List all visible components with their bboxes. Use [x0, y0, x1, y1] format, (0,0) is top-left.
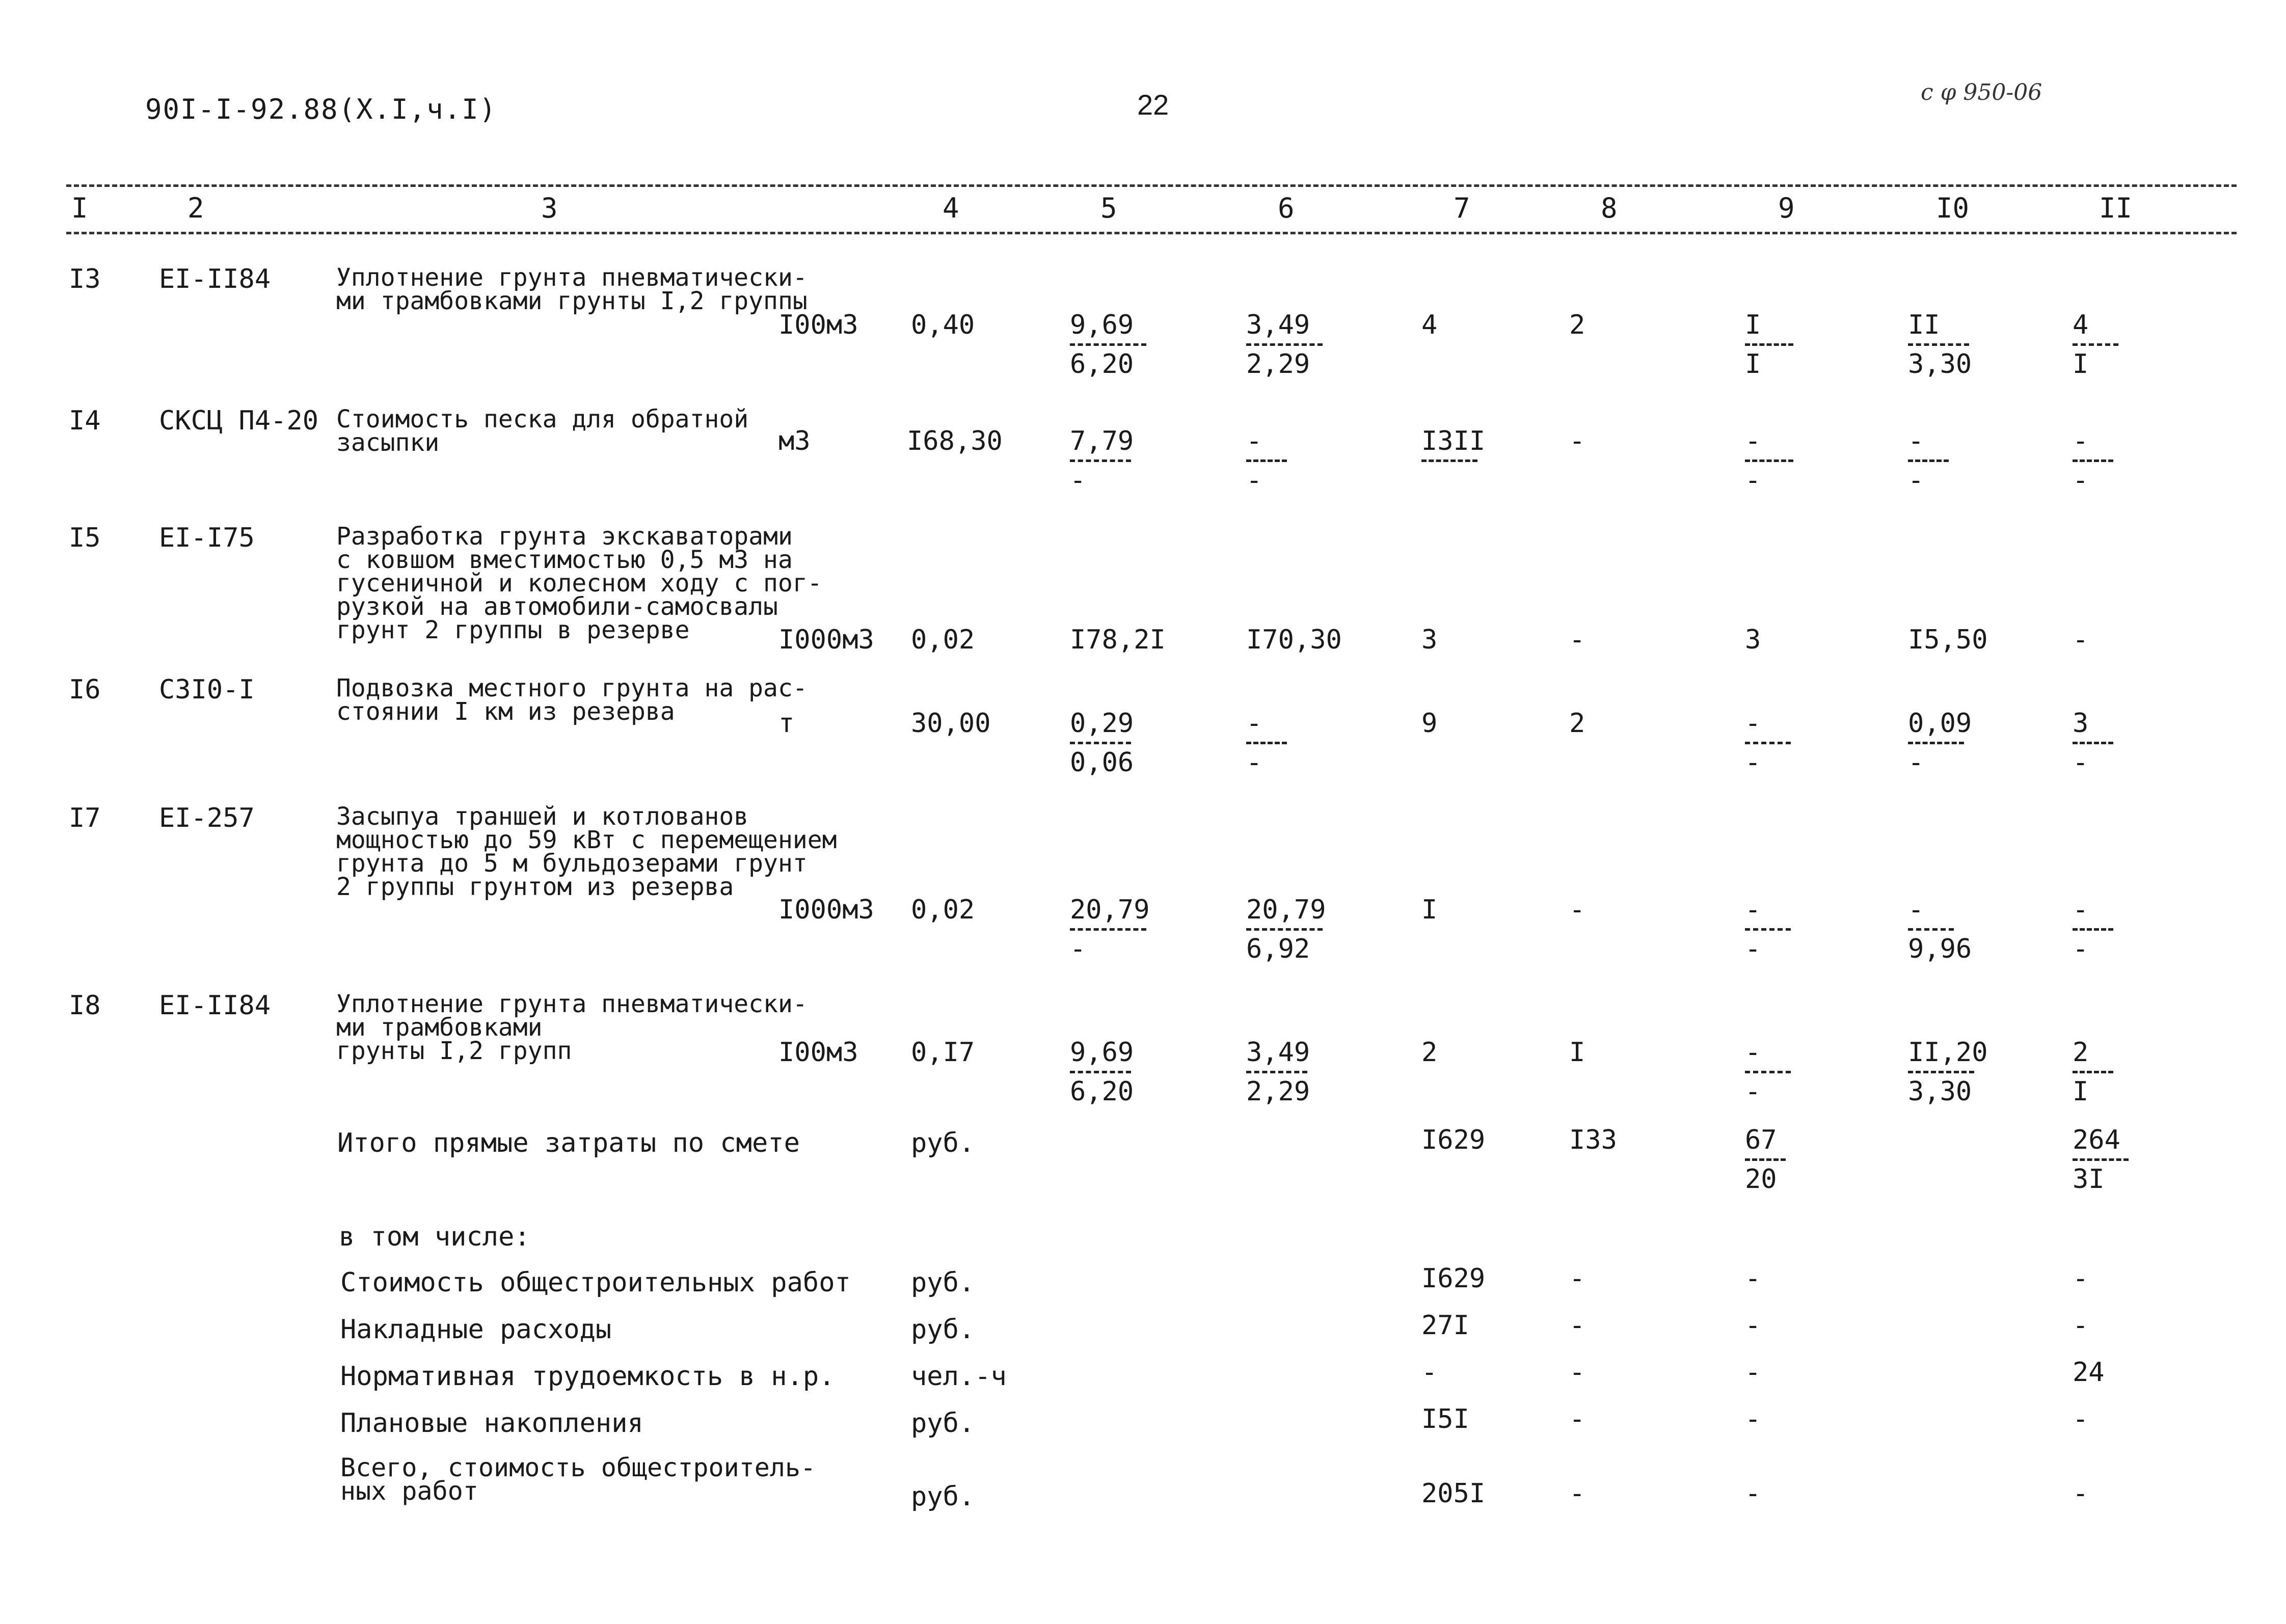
summary-col9: - [1745, 1357, 1761, 1388]
summary-col7: - [1421, 1357, 1438, 1388]
row-col10: 0,09 - [1908, 708, 1972, 778]
row-description: Уплотнение грунта пневматически- ми трамбовками грунты I,2 группы [336, 263, 808, 315]
row-number: I4 [69, 405, 101, 436]
summary-label: Всего, стоимость общестроитель- ных работ [340, 1453, 816, 1506]
row-col5: I78,2I [1070, 625, 1166, 655]
row-code: C3I0-I [159, 674, 255, 705]
summary-col9: - [1745, 1478, 1761, 1509]
summary-col11: - [2073, 1263, 2089, 1294]
row-quantity: 30,00 [911, 708, 991, 739]
row-col10: II 3,30 [1908, 310, 1972, 380]
row-col8: - [1569, 625, 1585, 655]
row-quantity: 0,02 [911, 625, 975, 655]
row-col11: - - [2073, 428, 2113, 494]
summary-label: Стоимость общестроительных работ [340, 1267, 851, 1298]
row-code: EI-II84 [159, 264, 271, 294]
row-quantity: 0,02 [911, 895, 975, 925]
row-col10: I5,50 [1908, 625, 1988, 655]
row-number: I7 [69, 803, 101, 833]
row-description: Разработка грунта экскаваторами с ковшом вместимостью 0,5 м3 на гусеничной и колесном ходу с пог- рузкой на автомобили-самосвалы грунт 2 группы в резерве [336, 522, 822, 644]
row-quantity: 0,40 [911, 310, 975, 340]
row-col5: 7,79 - [1070, 426, 1134, 496]
totals-col9: 67 20 [1745, 1127, 1786, 1193]
summary-col8: - [1569, 1357, 1585, 1388]
column-number-11: II [2099, 192, 2133, 224]
summary-label: Нормативная трудоемкость в н.р. [340, 1361, 835, 1392]
row-col9: - - [1745, 710, 1791, 776]
row-description: Засыпуа траншей и котлованов мощностью до 59 кВт с перемещением грунта до 5 м бульдозерами грунт 2 группы грунтом из резерва [336, 802, 837, 901]
row-unit: I000м3 [778, 625, 874, 655]
row-unit: м3 [778, 426, 811, 456]
header-top-rule [66, 184, 2237, 187]
row-col7: I3II [1421, 428, 1485, 467]
row-col10: - 9,96 [1908, 895, 1972, 964]
summary-col9: - [1745, 1263, 1761, 1294]
row-col11: - - [2073, 897, 2113, 962]
summary-unit: руб. [911, 1481, 975, 1512]
row-col9: - - [1745, 897, 1791, 962]
summary-col9: - [1745, 1310, 1761, 1341]
column-number-6: 6 [1278, 192, 1295, 224]
row-number: I5 [69, 523, 101, 553]
row-col11: 3 - [2073, 710, 2113, 776]
summary-label: Плановые накопления [340, 1408, 643, 1439]
row-unit: I000м3 [778, 895, 874, 925]
row-col5: 0,29 0,06 [1070, 708, 1134, 778]
row-col6: I70,30 [1246, 625, 1342, 655]
row-col10: - - [1908, 428, 1949, 494]
summary-col11: - [2073, 1478, 2089, 1509]
row-code: СКСЦ П4-20 [159, 405, 319, 436]
summary-unit: руб. [911, 1267, 975, 1298]
summary-col9: - [1745, 1404, 1761, 1434]
row-number: I8 [69, 990, 101, 1021]
row-quantity: 0,I7 [911, 1037, 975, 1068]
row-col7: 4 [1421, 310, 1438, 340]
summary-unit: чел.-ч [911, 1361, 1007, 1392]
totals-col11: 264 3I [2073, 1127, 2129, 1193]
row-description: Уплотнение грунта пневматически- ми трамбовками грунты I,2 групп [336, 990, 808, 1065]
totals-unit: руб. [911, 1128, 975, 1158]
header-bottom-rule [66, 232, 2237, 234]
row-number: I6 [69, 674, 101, 705]
row-description: Подвозка местного грунта на рас- стоянии I км из резерва [336, 674, 808, 726]
totals-col8: I33 [1569, 1125, 1617, 1155]
row-col7: 9 [1421, 708, 1438, 739]
column-number-8: 8 [1601, 192, 1618, 224]
column-number-1: I [71, 192, 88, 224]
row-col5: 9,69 6,20 [1070, 1037, 1134, 1107]
handwritten-stamp: с φ 950-06 [1921, 79, 2042, 105]
summary-col7: I5I [1421, 1404, 1469, 1434]
totals-col7: I629 [1421, 1125, 1486, 1155]
summary-unit: руб. [911, 1408, 975, 1439]
row-col5: 9,69 6,20 [1070, 312, 1146, 377]
column-number-7: 7 [1454, 192, 1470, 224]
summary-label: Накладные расходы [340, 1314, 612, 1345]
document-code: 90I-I-92.88(X.I,ч.I) [145, 93, 497, 125]
summary-unit: руб. [911, 1314, 975, 1345]
summary-col8: - [1569, 1404, 1585, 1434]
row-quantity: I68,30 [907, 426, 1003, 456]
summary-col11: - [2073, 1310, 2089, 1341]
row-code: EI-II84 [159, 990, 271, 1021]
row-col9: - - [1745, 428, 1793, 494]
summary-col8: - [1569, 1263, 1585, 1294]
row-code: EI-257 [159, 803, 255, 833]
row-number: I3 [69, 264, 101, 294]
row-col8: - [1569, 895, 1585, 925]
row-unit: I00м3 [778, 1037, 858, 1068]
column-number-5: 5 [1100, 192, 1117, 224]
row-col11: - [2073, 625, 2089, 655]
row-col7: I [1421, 895, 1438, 925]
row-col6: - - [1246, 428, 1287, 494]
summary-col7: 27I [1421, 1310, 1469, 1341]
row-col6: 3,49 2,29 [1246, 1037, 1310, 1107]
summary-col8: - [1569, 1310, 1585, 1341]
summary-col7: 205I [1421, 1478, 1486, 1509]
row-unit: т [778, 708, 795, 739]
summary-col11: - [2073, 1404, 2089, 1434]
summary-col11: 24 [2073, 1357, 2105, 1388]
column-number-3: 3 [541, 192, 558, 224]
row-unit: I00м3 [778, 310, 858, 340]
summary-col8: - [1569, 1478, 1585, 1509]
row-col9: I I [1745, 312, 1793, 377]
row-col7: 3 [1421, 625, 1438, 655]
row-col9: 3 [1745, 625, 1761, 655]
row-col6: 3,49 2,29 [1246, 312, 1323, 377]
row-col8: I [1569, 1037, 1585, 1068]
page-number: 22 [1137, 89, 1169, 121]
row-col11: 2 I [2073, 1039, 2113, 1105]
row-col5: 20,79 - [1070, 895, 1150, 964]
row-col10: II,20 3,30 [1908, 1037, 1988, 1107]
row-col9: - - [1745, 1039, 1791, 1105]
row-col8: - [1569, 426, 1585, 456]
column-number-4: 4 [943, 192, 959, 224]
row-col6: - - [1246, 710, 1287, 776]
row-description: Стоимость песка для обратной засыпки [336, 405, 749, 457]
including-label: в том числе: [339, 1222, 530, 1252]
totals-label: Итого прямые затраты по смете [337, 1128, 800, 1158]
column-number-9: 9 [1778, 192, 1795, 224]
row-col11: 4 I [2073, 312, 2118, 377]
row-col8: 2 [1569, 708, 1585, 739]
column-number-2: 2 [187, 192, 204, 224]
row-col6: 20,79 6,92 [1246, 895, 1326, 964]
summary-col7: I629 [1421, 1263, 1486, 1294]
row-col8: 2 [1569, 310, 1585, 340]
row-col7: 2 [1421, 1037, 1438, 1068]
row-code: EI-I75 [159, 523, 255, 553]
column-number-10: I0 [1936, 192, 1970, 224]
